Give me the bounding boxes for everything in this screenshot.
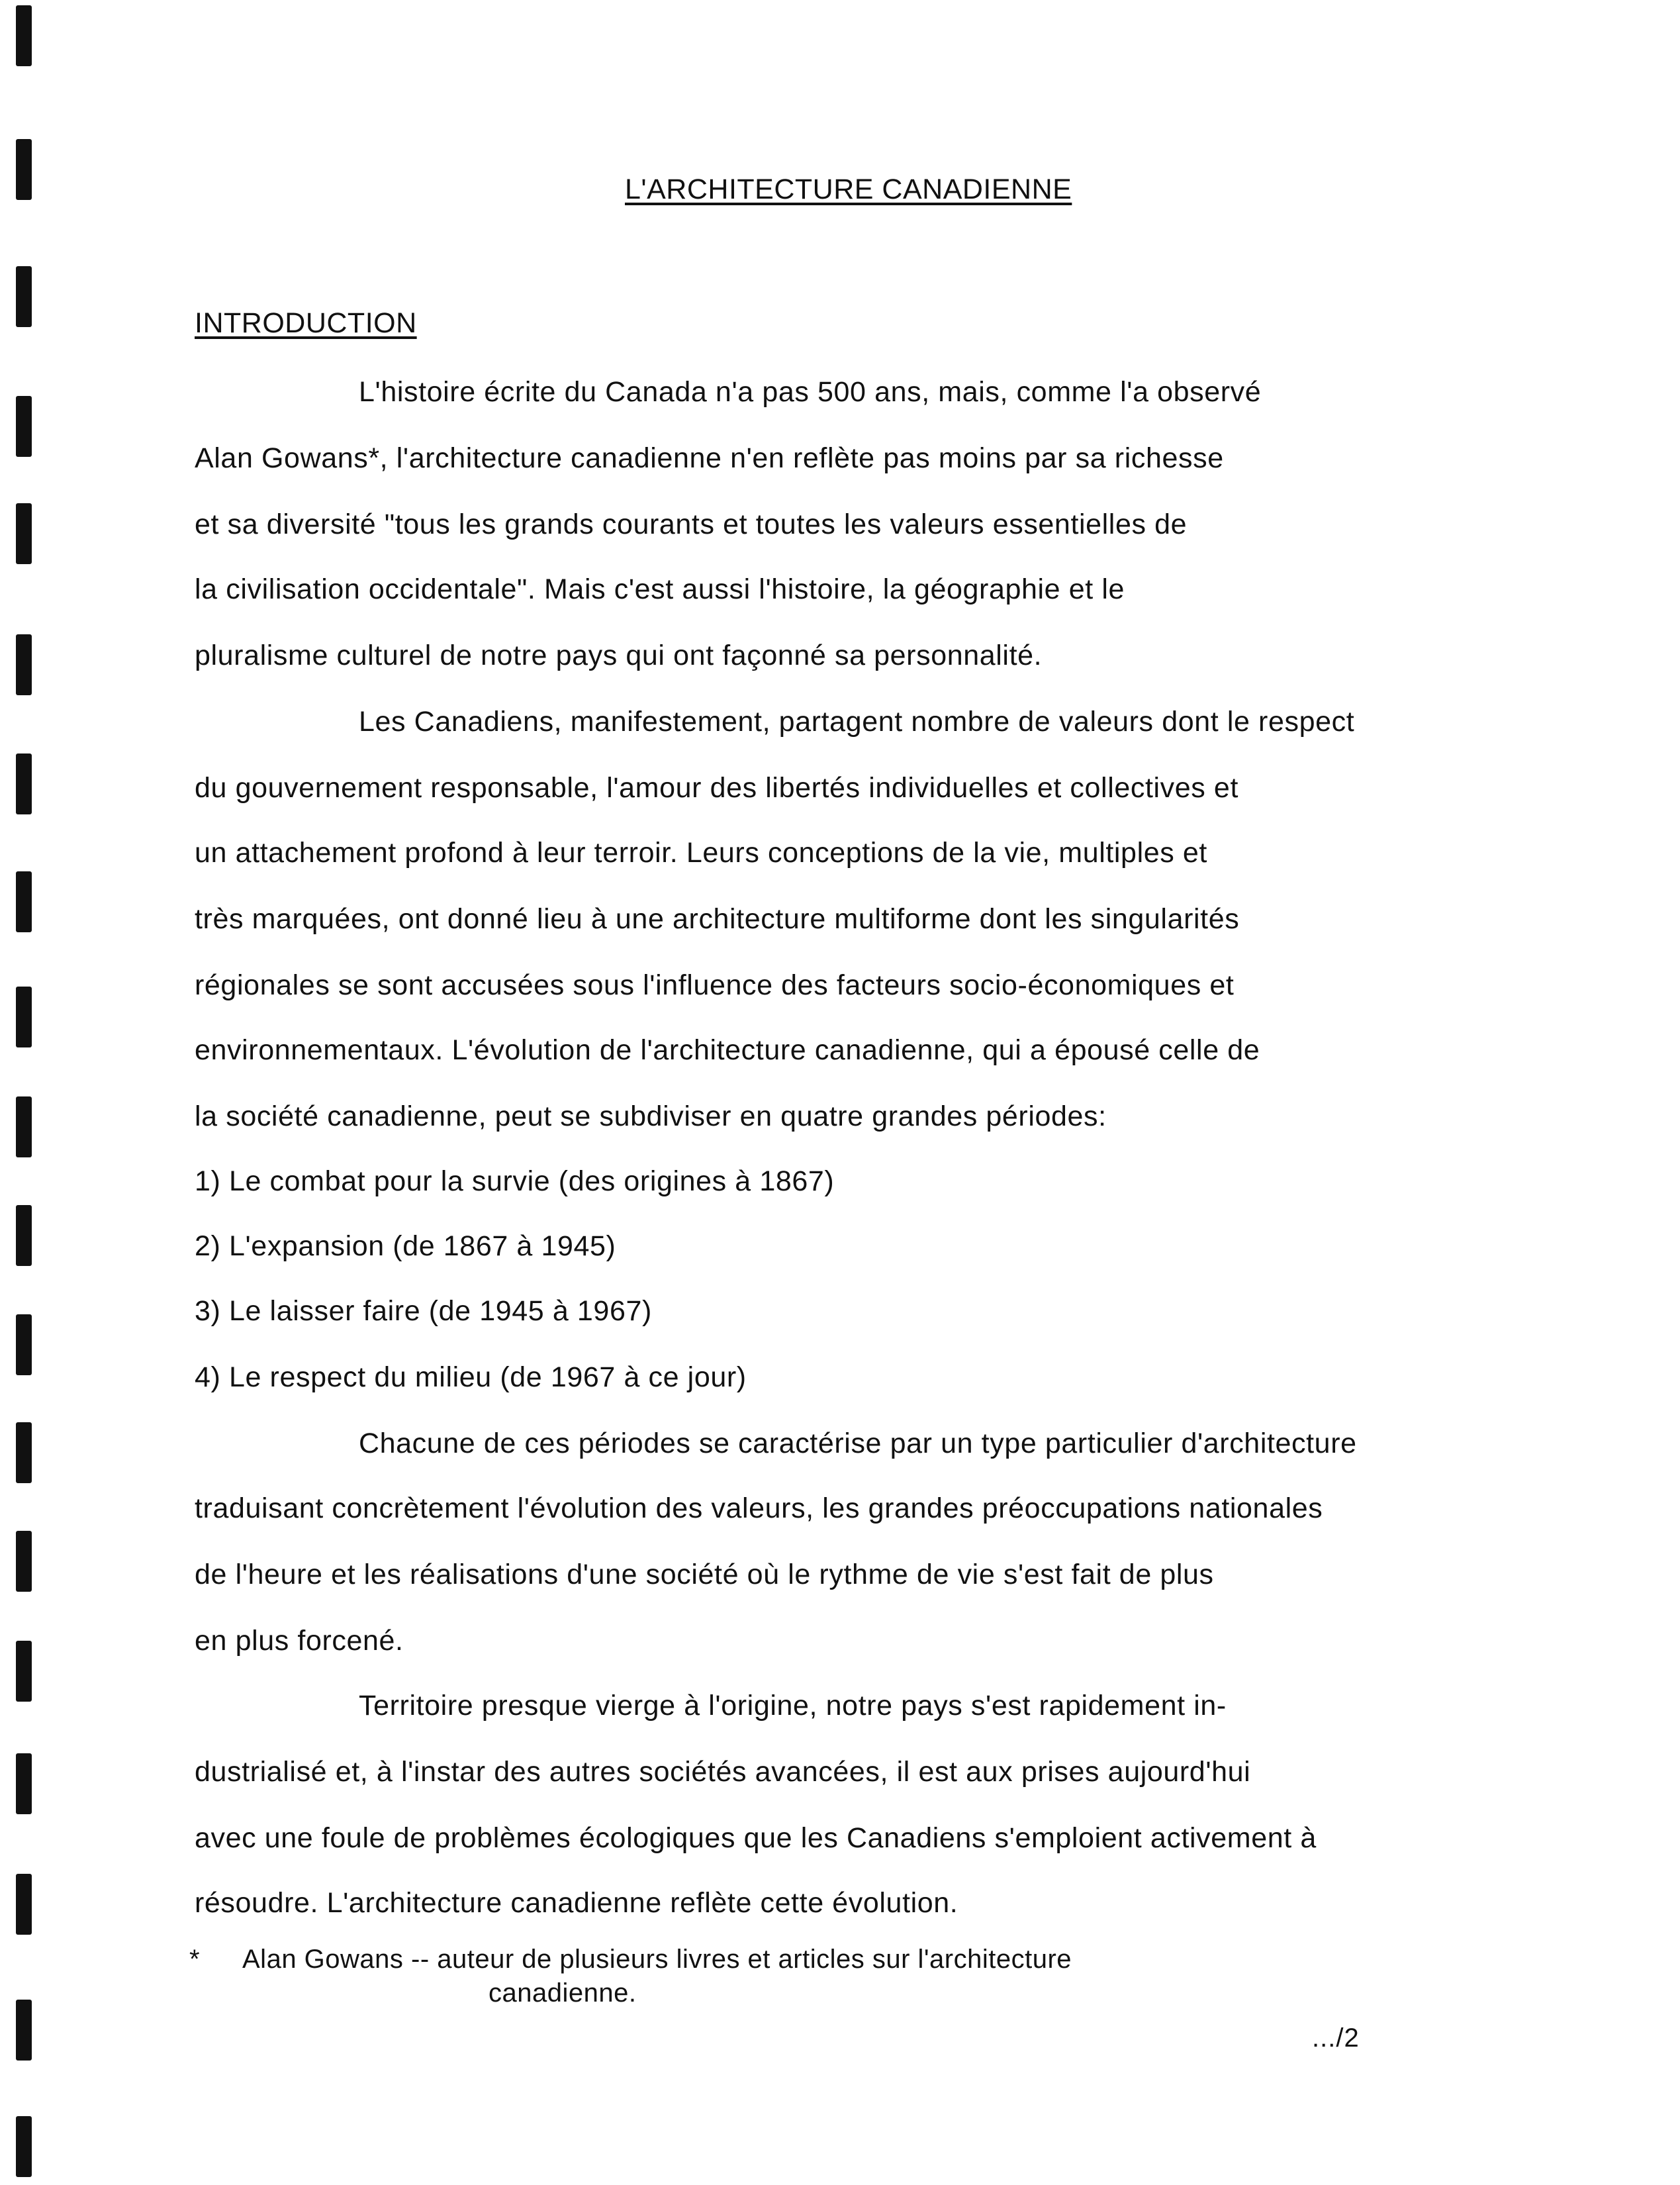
footnote-marker: * (189, 1945, 201, 1974)
binding-hole-mark (16, 503, 32, 564)
paragraph-line: et sa diversité "tous les grands courants et toutes les valeurs essentielles de (195, 509, 1188, 540)
paragraph-line: de l'heure et les réalisations d'une société où le rythme de vie s'est fait de plus (195, 1559, 1214, 1590)
section-heading: INTRODUCTION (195, 307, 417, 339)
list-item: 1) Le combat pour la survie (des origines à 1867) (195, 1165, 835, 1197)
binding-hole-mark (16, 1641, 32, 1702)
paragraph-line: très marquées, ont donné lieu à une architecture multiforme dont les singularités (195, 903, 1240, 935)
paragraph-line: Les Canadiens, manifestement, partagent nombre de valeurs dont le respect (359, 706, 1355, 738)
binding-hole-mark (16, 1096, 32, 1157)
paragraph-line: Alan Gowans*, l'architecture canadienne n'en reflète pas moins par sa richesse (195, 442, 1224, 474)
binding-hole-mark (16, 5, 32, 66)
binding-hole-mark (16, 2116, 32, 2177)
paragraph-line: la civilisation occidentale". Mais c'est aussi l'histoire, la géographie et le (195, 573, 1125, 605)
paragraph-line: traduisant concrètement l'évolution des valeurs, les grandes préoccupations nationales (195, 1492, 1323, 1524)
binding-holes-strip (12, 0, 38, 2185)
paragraph-line: en plus forcené. (195, 1625, 404, 1657)
binding-hole-mark (16, 1753, 32, 1814)
footnote-continuation: canadienne. (489, 1978, 637, 2008)
binding-hole-mark (16, 1874, 32, 1935)
binding-hole-mark (16, 2000, 32, 2061)
list-item: 2) L'expansion (de 1867 à 1945) (195, 1230, 616, 1262)
paragraph-line: dustrialisé et, à l'instar des autres sociétés avancées, il est aux prises aujourd'hui (195, 1756, 1251, 1788)
paragraph-line: Chacune de ces périodes se caractérise par un type particulier d'architecture (359, 1428, 1357, 1459)
binding-hole-mark (16, 396, 32, 457)
binding-hole-mark (16, 634, 32, 695)
document-title: L'ARCHITECTURE CANADIENNE (625, 173, 1072, 205)
paragraph-line: pluralisme culturel de notre pays qui ont façonné sa personnalité. (195, 640, 1043, 671)
paragraph-line: du gouvernement responsable, l'amour des libertés individuelles et collectives et (195, 772, 1238, 804)
binding-hole-mark (16, 1205, 32, 1266)
binding-hole-mark (16, 987, 32, 1047)
paragraph-line: Territoire presque vierge à l'origine, notre pays s'est rapidement in- (359, 1690, 1227, 1722)
binding-hole-mark (16, 1422, 32, 1483)
paragraph-line: L'histoire écrite du Canada n'a pas 500 ans, mais, comme l'a observé (359, 376, 1262, 408)
paragraph-line: la société canadienne, peut se subdiviser en quatre grandes périodes: (195, 1100, 1107, 1132)
binding-hole-mark (16, 266, 32, 327)
paragraph-line: environnementaux. L'évolution de l'architecture canadienne, qui a épousé celle de (195, 1034, 1260, 1066)
binding-hole-mark (16, 753, 32, 814)
binding-hole-mark (16, 1531, 32, 1592)
paragraph-line: résoudre. L'architecture canadienne reflète cette évolution. (195, 1887, 958, 1919)
list-item: 4) Le respect du milieu (de 1967 à ce jour) (195, 1361, 747, 1393)
list-item: 3) Le laisser faire (de 1945 à 1967) (195, 1295, 652, 1327)
footnote (189, 1942, 1072, 1976)
binding-hole-mark (16, 871, 32, 932)
binding-hole-mark (16, 1314, 32, 1375)
page-continuation-marker: .../2 (1312, 2023, 1360, 2053)
binding-hole-mark (16, 139, 32, 200)
paragraph-line: avec une foule de problèmes écologiques que les Canadiens s'emploient activement à (195, 1822, 1317, 1854)
footnote-text: Alan Gowans -- auteur de plusieurs livres et articles sur l'architecture (242, 1945, 1072, 1974)
paragraph-line: régionales se sont accusées sous l'influence des facteurs socio-économiques et (195, 969, 1235, 1001)
paragraph-line: un attachement profond à leur terroir. Leurs conceptions de la vie, multiples et (195, 837, 1207, 869)
